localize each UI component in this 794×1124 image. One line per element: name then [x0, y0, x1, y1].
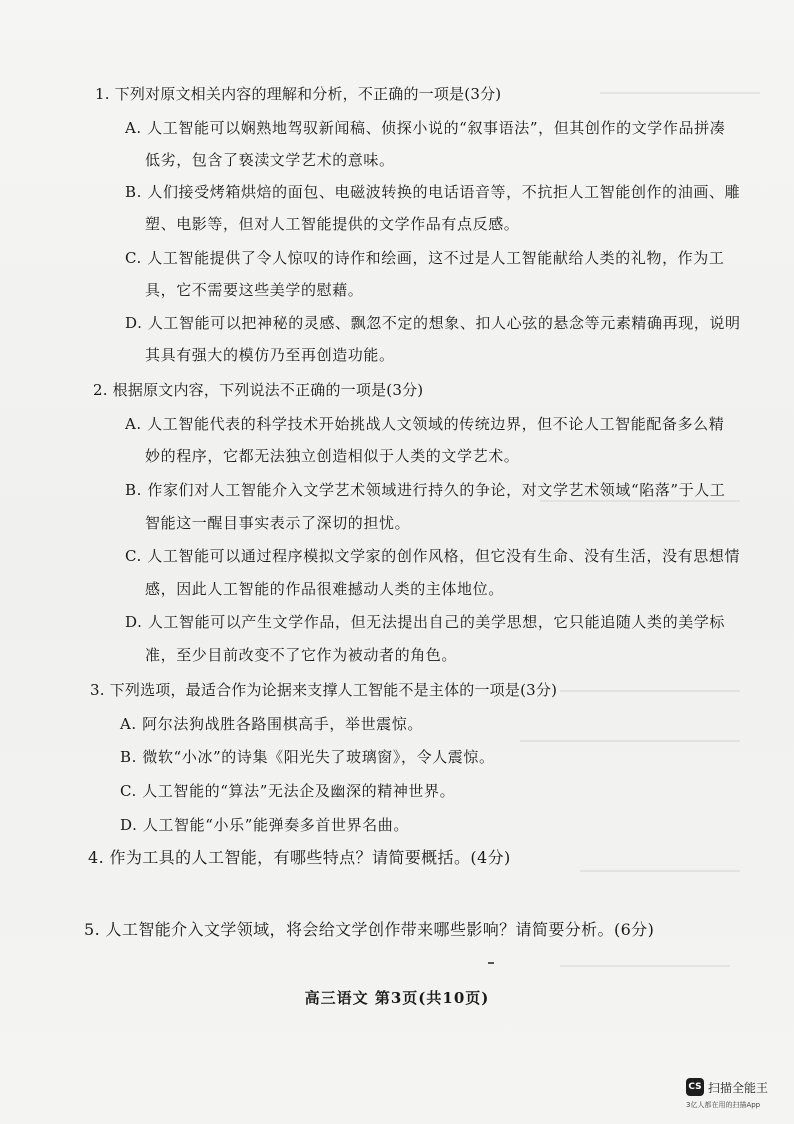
question-1-option-a-line-2: 低劣，包含了亵渎文学艺术的意味。 [145, 151, 395, 169]
question-1-option-d-line-1: D. 人工智能可以把神秘的灵感、飘忽不定的想象、扣人心弦的悬念等元素精确再现，说明 [125, 314, 741, 332]
bleed-through-mark [600, 92, 760, 94]
question-1-option-b-line-2: 塑、电影等，但对人工智能提供的文学作品有点反感。 [145, 215, 520, 233]
scanner-watermark [686, 1078, 768, 1096]
question-3-option-c: C. 人工智能的“算法”无法企及幽深的精神世界。 [120, 782, 456, 800]
bleed-through-mark [560, 965, 730, 967]
question-2-option-a-line-2: 妙的程序，它都无法独立创造相似于人类的文学艺术。 [145, 447, 520, 465]
question-1-option-b-line-1: B. 人们接受烤箱烘焙的面包、电磁波转换的电话语音等，不抗拒人工智能创作的油画、雕 [125, 183, 741, 201]
question-3-option-d: D. 人工智能“小乐”能弹奏多首世界名曲。 [120, 816, 409, 834]
question-2-option-c-line-2: 感，因此人工智能的作品很难撼动人类的主体地位。 [145, 580, 504, 598]
bleed-through-mark [560, 690, 740, 692]
question-1-stem: 1. 下列对原文相关内容的理解和分析，不正确的一项是(3分) [95, 85, 502, 103]
bleed-through-mark [540, 500, 740, 502]
question-2-stem: 2. 根据原文内容，下列说法不正确的一项是(3分) [93, 381, 424, 399]
question-4: 4. 作为工具的人工智能，有哪些特点？请简要概括。(4分) [88, 848, 511, 867]
question-5: 5. 人工智能介入文学领域，将会给文学创作带来哪些影响？请简要分析。(6分) [84, 920, 655, 939]
bleed-through-mark [580, 870, 740, 872]
question-2-option-d-line-1: D. 人工智能可以产生文学作品，但无法提出自己的美学思想，它只能追随人类的美学标 [125, 613, 726, 631]
question-3-option-b: B. 微软“小冰”的诗集《阳光失了玻璃窗》，令人震惊。 [120, 748, 495, 766]
question-2-option-a-line-1: A. 人工智能代表的科学技术开始挑战人文领域的传统边界，但不论人工智能配备多么精 [125, 415, 725, 433]
question-2-option-b-line-2: 智能这一醒目事实表示了深切的担忧。 [145, 514, 411, 532]
camscanner-logo-icon: CS [686, 1078, 704, 1096]
question-1-option-d-line-2: 其具有强大的模仿乃至再创造功能。 [145, 346, 395, 364]
watermark-tagline: 3亿人都在用的扫描App [686, 1101, 761, 1109]
question-2-option-b-line-1: B. 作家们对人工智能介入文学艺术领域进行持久的争论，对文学艺术领域“陷落”于人工 [125, 481, 726, 499]
question-3-option-a: A. 阿尔法狗战胜各路围棋高手，举世震惊。 [120, 715, 423, 733]
stray-mark [488, 962, 494, 964]
question-1-option-a-line-1: A. 人工智能可以娴熟地驾驭新闻稿、侦探小说的“叙事语法”，但其创作的文学作品拼凑 [125, 119, 726, 137]
watermark-name: 扫描全能王 [708, 1080, 769, 1095]
question-1-option-c-line-1: C. 人工智能提供了令人惊叹的诗作和绘画，这不过是人工智能献给人类的礼物，作为工 [125, 249, 725, 267]
bleed-through-mark [520, 740, 740, 742]
page-footer: 高三语文 第3页(共10页) [304, 989, 490, 1007]
question-3-stem: 3. 下列选项，最适合作为论据来支撑人工智能不是主体的一项是(3分) [90, 681, 558, 699]
question-2-option-d-line-2: 准，至少目前改变不了它作为被动者的角色。 [145, 646, 458, 664]
question-1-option-c-line-2: 具，它不需要这些美学的慰藉。 [145, 281, 364, 299]
question-2-option-c-line-1: C. 人工智能可以通过程序模拟文学家的创作风格，但它没有生命、没有生活，没有思想情 [125, 547, 741, 565]
